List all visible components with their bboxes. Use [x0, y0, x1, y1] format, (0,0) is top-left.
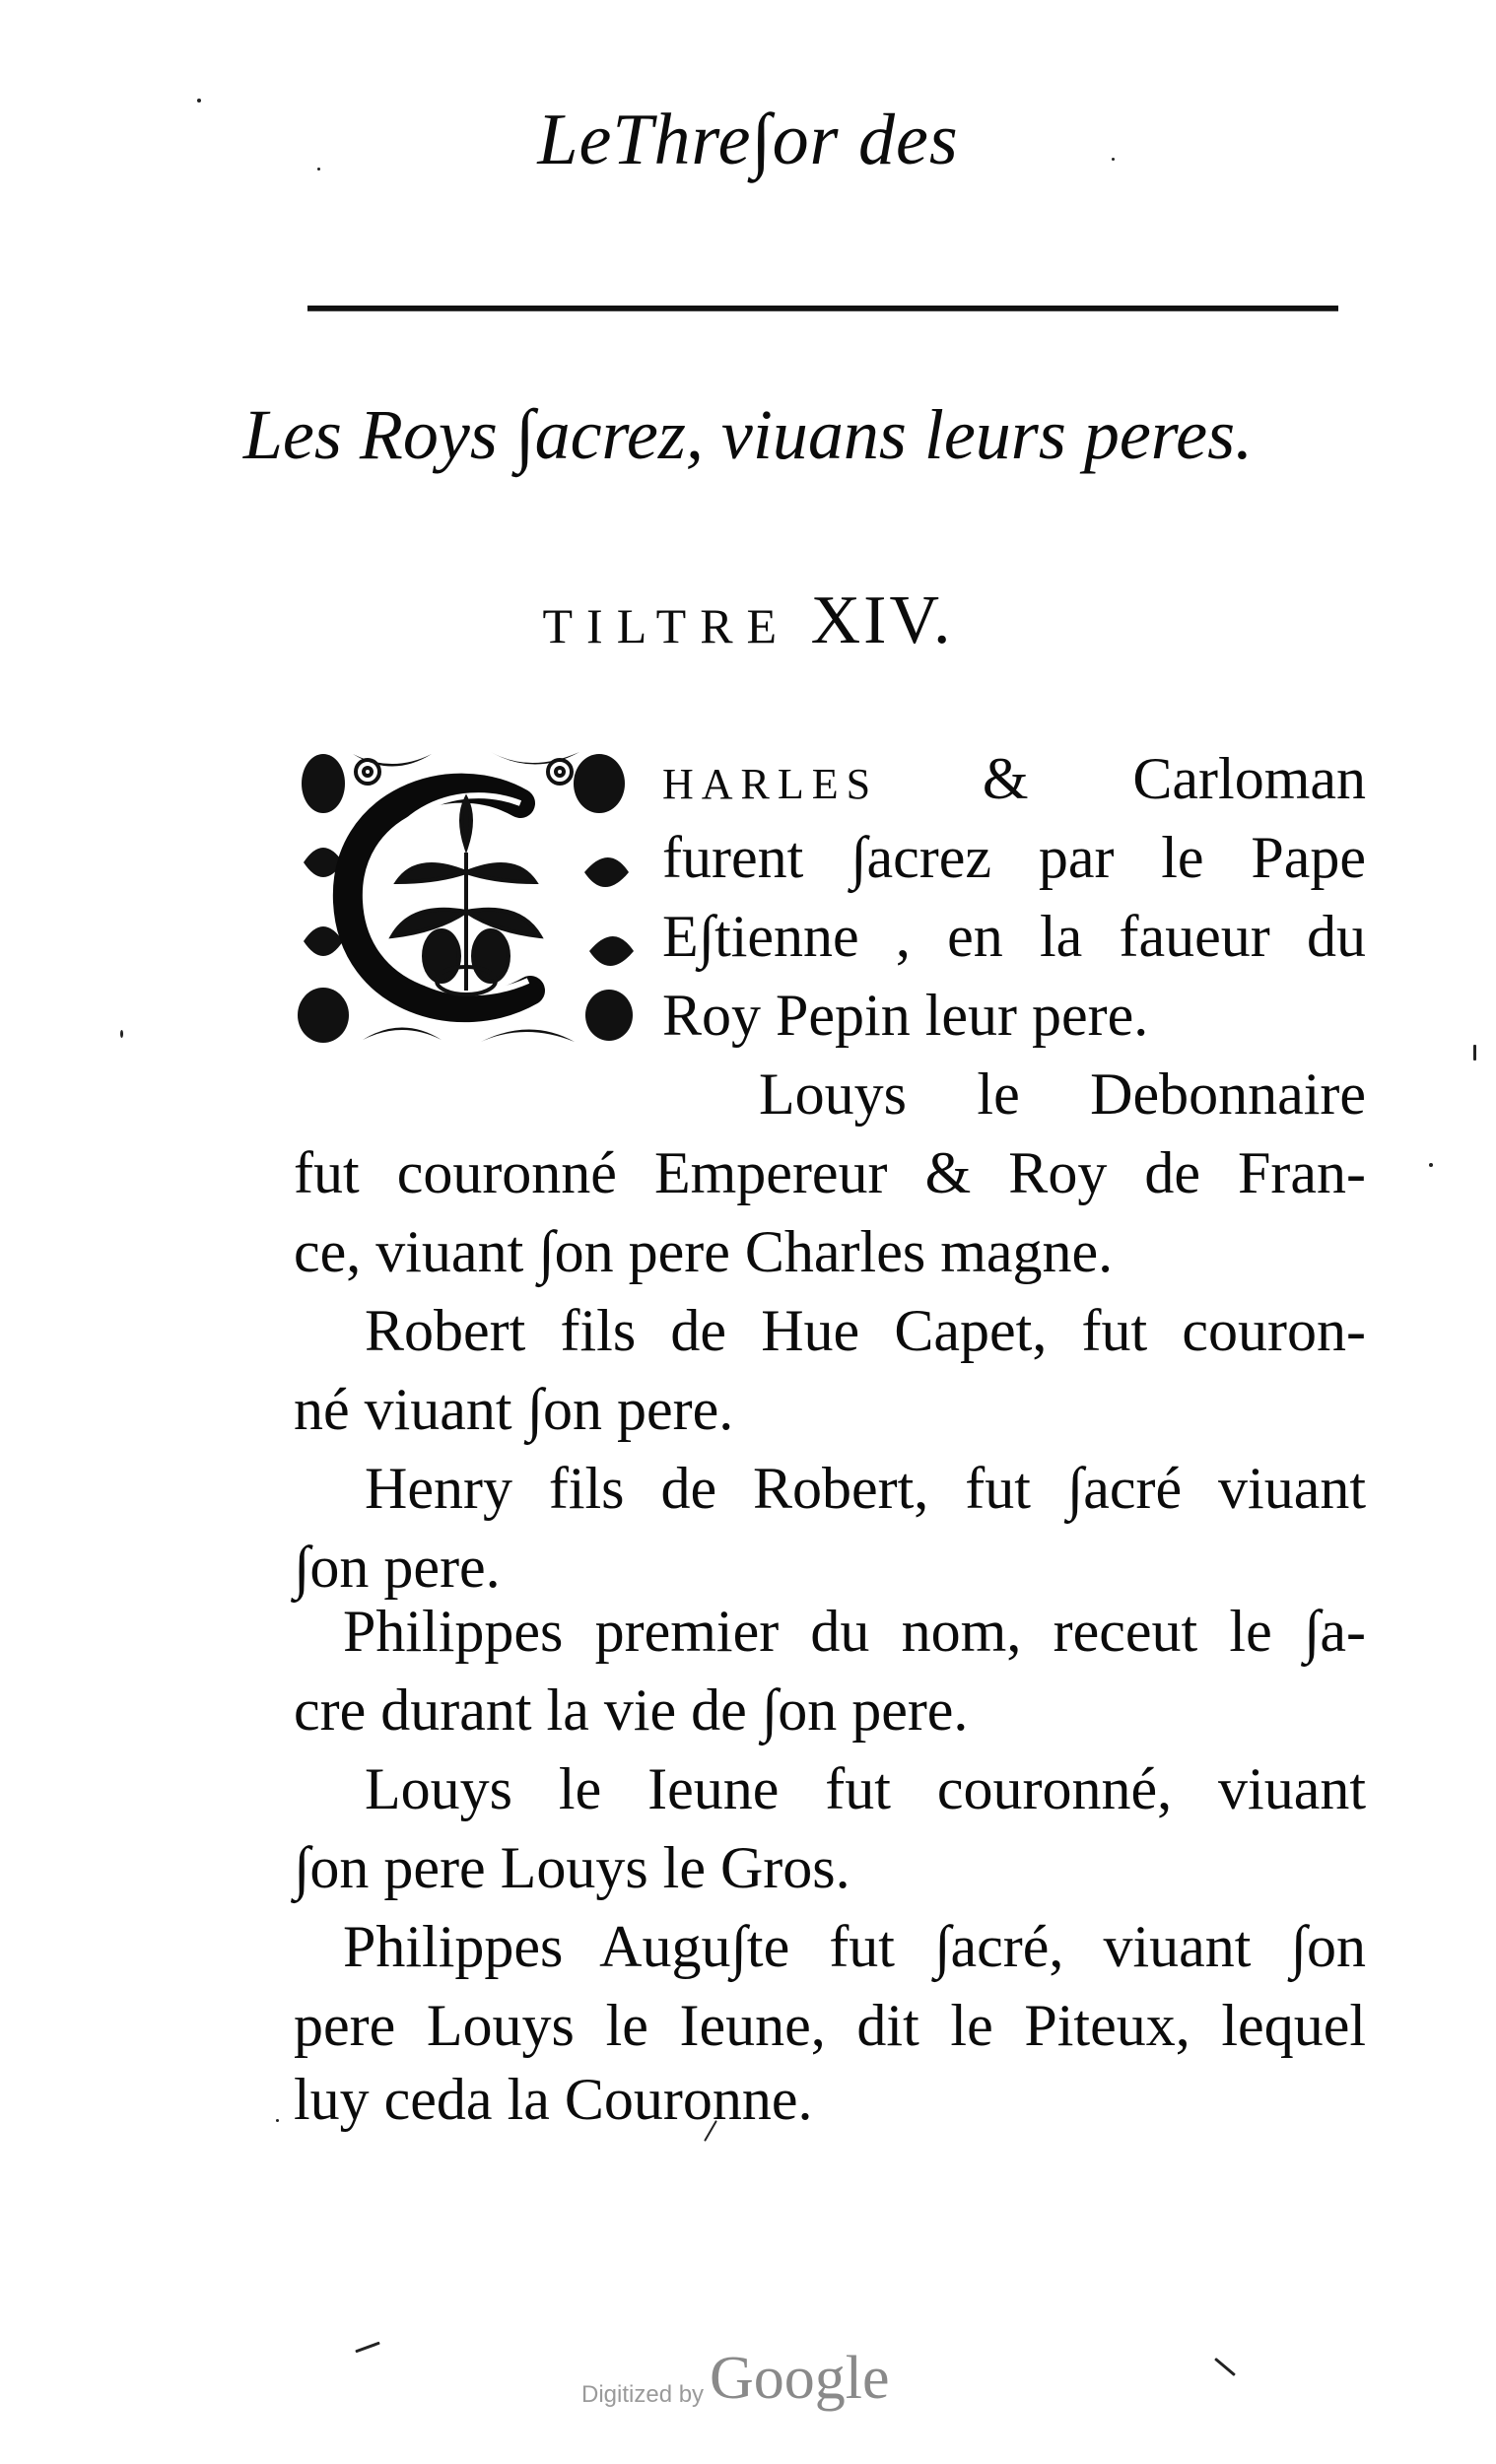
scan-speck: [317, 168, 320, 171]
scan-speck: [1214, 2358, 1236, 2376]
section-title: Les Roys ∫acrez, viuans leurs peres.: [242, 395, 1254, 474]
text-line-14: Louys le Ieune fut couronné, viuant: [365, 1756, 1366, 1821]
text-line-6: fut couronné Empereur & Roy de Fran-: [294, 1140, 1366, 1205]
titre-numeral: XIV.: [810, 582, 954, 658]
first-word: HARLES: [662, 760, 879, 808]
titre-label: TILTRE: [542, 598, 791, 653]
scan-speck: [120, 1030, 123, 1038]
text-line-16: Philippes Augu∫te fut ∫acré, viuant ∫on: [343, 1914, 1366, 1979]
text-line-7: ce, viuant ∫on pere Charles magne.: [294, 1219, 1114, 1284]
text-line-8: Robert fils de Hue Capet, fut couron-: [365, 1298, 1366, 1363]
text-line-2: furent ∫acrez par le Pape: [662, 825, 1366, 890]
scan-speck: [197, 99, 201, 103]
scan-speck: [1112, 158, 1115, 161]
text-line-9: né viuant ∫on pere.: [294, 1377, 734, 1442]
scan-speck: [276, 2119, 279, 2122]
text-line-15: ∫on pere Louys le Gros.: [294, 1835, 850, 1900]
text-line-13: cre durant la vie de ∫on pere.: [294, 1677, 969, 1743]
text-line-17: pere Louys le Ieune, dit le Piteux, lequel: [294, 1993, 1366, 2058]
text-line-1: HARLES & Carloman: [662, 746, 1366, 811]
titre-heading: [0, 582, 1496, 660]
text-line-18: luy ceda la Couronne.: [294, 2067, 813, 2132]
text-line-5: Louys le Debonnaire: [759, 1061, 1366, 1127]
header-rule: [307, 306, 1338, 311]
google-logo: Google: [710, 2345, 890, 2412]
text-line-4: Roy Pepin leur pere.: [662, 983, 1149, 1048]
digitized-by-google-watermark: [581, 2344, 936, 2423]
scan-speck: [1473, 1045, 1476, 1061]
text-line-12: Philippes premier du nom, receut le ∫a-: [343, 1599, 1366, 1664]
scan-speck: [355, 2342, 379, 2354]
running-head: LeThre∫or des: [537, 100, 959, 180]
ornamental-initial-c-icon: [294, 744, 639, 1050]
scan-speck: [1429, 1163, 1433, 1167]
digitized-label: Digitized by: [581, 2381, 705, 2408]
text-line-11: ∫on pere.: [294, 1535, 501, 1600]
text-line-3: E∫tienne , en la faueur du: [662, 904, 1366, 969]
text-line-10: Henry fils de Robert, fut ∫acré viuant: [365, 1456, 1366, 1521]
